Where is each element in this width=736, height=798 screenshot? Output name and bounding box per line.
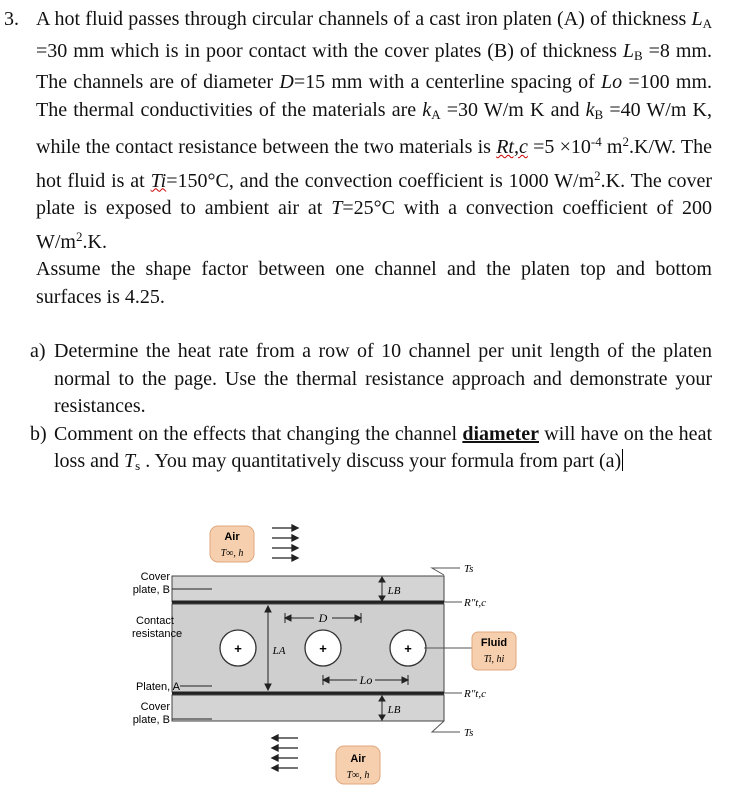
problem-statement <box>0 6 712 311</box>
problem-text: A hot fluid passes through circular channels of a cast iron platen (A) of thickness $L_A =30$ mm which is in poor contact with the cover plates (B) of thickness $L_B =8$ mm. The channels are of diameter D=15 mm with a centerline spacing of Lo =100 mm. The thermal conductivities of the materials are $k_A =30$ W/m K and $k_B =40$ W/m K, while the contact resistance between the two materials is $Rt,c =5 \times 10^{-4}$ $m^2.K/W$. The hot fluid is at Ti=150°C, and the convection coefficient is 1000 $W/m^2.K$. The cover plate is exposed to ambient air at T=25°C with a convection coefficient of 200 $W/m^2.K$. <box>36 8 712 253</box>
contact-resistance-label-2: resistance <box>132 628 183 640</box>
ts-bottom-label: Ts <box>464 727 474 739</box>
cover-plate-top-label-1: Cover <box>140 571 170 583</box>
rtc-symbol: Rt,c <box>496 136 528 158</box>
question-parts <box>30 338 712 480</box>
cover-plate-bottom-label-2: plate, B <box>132 714 170 726</box>
ts-top-label: Ts <box>464 563 474 575</box>
air-top-sub: T∞, h <box>220 548 244 559</box>
svg-text:+: + <box>319 641 327 656</box>
svg-text:+: + <box>404 641 412 656</box>
rtc-top-label: R″t,c <box>464 597 486 609</box>
platen-figure <box>128 520 518 790</box>
fluid-label: Fluid <box>480 637 508 649</box>
lo-label: Lo <box>359 673 373 687</box>
cover-plate-bottom-label-1: Cover <box>140 701 170 713</box>
part-b: b) Comment on the effects that changing the channel diameter will have on the heat loss and $T_s$ . You may quantitatively discuss your formula from part (a) <box>30 422 712 473</box>
ts-top-leader <box>432 568 460 575</box>
air-top-label: Air <box>224 531 240 543</box>
air-bottom-arrows <box>272 735 298 771</box>
cover-plate-top-label-2: plate, B <box>132 584 170 596</box>
ts-bottom-leader <box>432 721 460 732</box>
ti-symbol: Ti <box>150 169 167 192</box>
lb-top-label: LB <box>387 585 401 597</box>
rtc-bottom-label: R″t,c <box>464 688 486 700</box>
cover-plate-top <box>172 576 444 602</box>
air-top-arrows <box>272 525 298 561</box>
cover-plate-bottom <box>172 695 444 721</box>
diameter-emphasis: diameter <box>462 422 540 445</box>
fluid-sub: Ti, hi <box>483 654 505 665</box>
air-bottom-label: Air <box>350 753 366 765</box>
air-bottom-sub: T∞, h <box>346 770 370 781</box>
lb-bottom-label: LB <box>387 704 401 716</box>
contact-resistance-label-1: Contact <box>136 615 174 627</box>
platen-label: Platen, A <box>135 681 180 693</box>
problem-number: 3. <box>4 8 19 30</box>
part-a: a) Determine the heat rate from a row of 10 channel per unit length of the platen normal to the page. Use the thermal resistance approach and demonstrate your resistances. <box>30 340 712 417</box>
assumption-text: Assume the shape factor between one channel and the platen top and bottom surfaces is 4.25. <box>36 258 712 308</box>
svg-text:+: + <box>234 641 242 656</box>
d-label: D <box>318 611 328 625</box>
la-label: LA <box>272 645 286 657</box>
text-cursor <box>622 449 623 471</box>
